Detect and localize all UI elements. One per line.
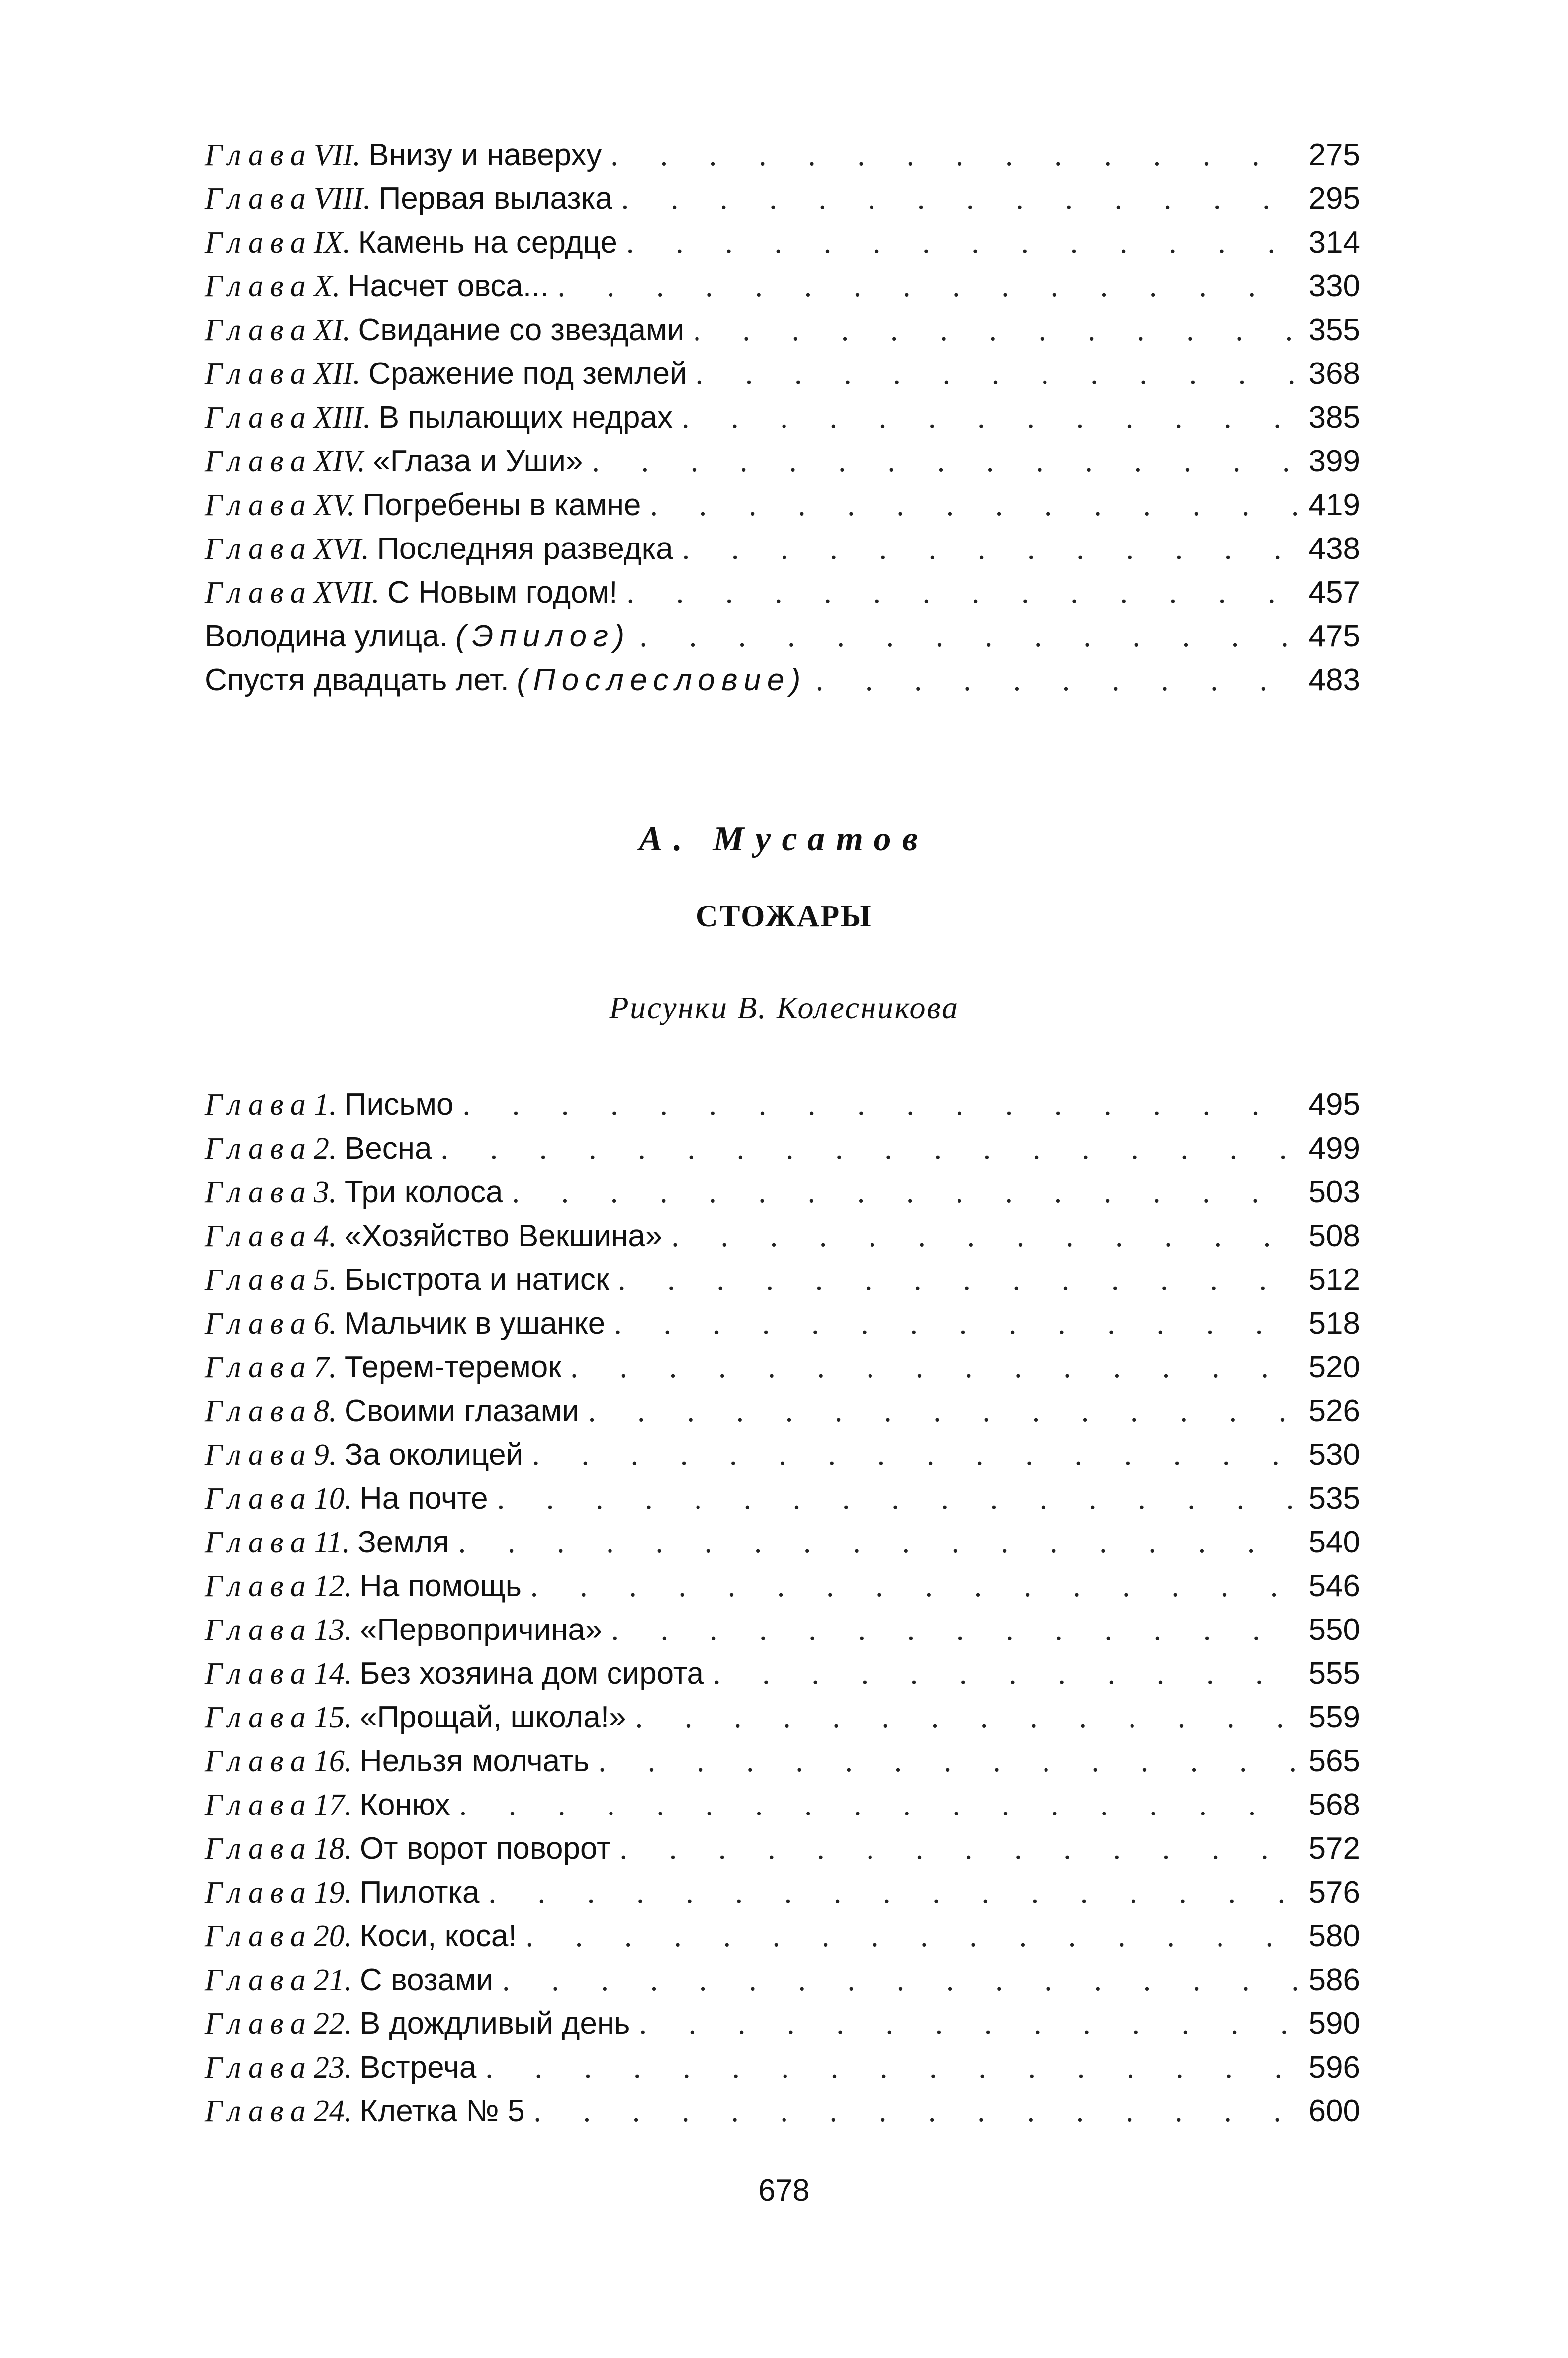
dot-leader bbox=[458, 1521, 1297, 1564]
chapter-title: Конюх bbox=[359, 1788, 450, 1822]
chapter-title: Коси, коса! bbox=[359, 1919, 517, 1953]
toc-page-number: 483 bbox=[1308, 663, 1360, 697]
chapter-word: Глава bbox=[205, 576, 313, 610]
toc-entry-label bbox=[205, 1083, 454, 1127]
toc-entry bbox=[205, 221, 1360, 265]
toc-entry bbox=[205, 133, 1360, 177]
chapter-title: На помощь bbox=[359, 1569, 522, 1603]
chapter-number: 17. bbox=[313, 1788, 352, 1822]
toc-entry-label bbox=[205, 133, 602, 177]
chapter-number: 5. bbox=[313, 1263, 337, 1297]
toc-entry-label bbox=[205, 1346, 561, 1389]
dot-leader bbox=[614, 1302, 1297, 1346]
dot-leader bbox=[626, 221, 1297, 265]
dot-leader bbox=[599, 1739, 1297, 1783]
chapter-number: XII. bbox=[313, 357, 361, 391]
toc-page-number: 555 bbox=[1308, 1656, 1360, 1691]
chapter-title: От ворот поворот bbox=[359, 1831, 611, 1866]
toc-page-number: 508 bbox=[1308, 1219, 1360, 1253]
chapter-title: «Прощай, школа!» bbox=[359, 1700, 626, 1734]
dot-leader bbox=[639, 2002, 1297, 2046]
chapter-word: Глава bbox=[205, 1526, 313, 1559]
toc-page-number: 457 bbox=[1308, 575, 1360, 610]
dot-leader bbox=[618, 1258, 1297, 1302]
toc-entry-label bbox=[205, 2046, 476, 2089]
chapter-title: С Новым годом! bbox=[387, 575, 618, 610]
chapter-word: Глава bbox=[205, 313, 313, 347]
toc-entry-label bbox=[205, 1608, 602, 1652]
toc-entry-label bbox=[205, 1258, 609, 1302]
chapter-title: Последняя разведка bbox=[377, 532, 673, 566]
toc-entry-label bbox=[205, 1696, 626, 1739]
toc-entry bbox=[205, 1521, 1360, 1564]
toc-page-number: 559 bbox=[1308, 1700, 1360, 1734]
author-name: А. Мусатов bbox=[639, 820, 929, 858]
dot-leader bbox=[650, 483, 1297, 527]
chapter-title: Сражение под землей bbox=[368, 357, 687, 391]
chapter-number: 2. bbox=[313, 1132, 337, 1166]
table-of-contents-bottom bbox=[205, 1083, 1360, 2133]
chapter-title: Первая вылазка bbox=[378, 181, 612, 216]
dot-leader bbox=[816, 658, 1297, 702]
toc-page-number: 530 bbox=[1308, 1438, 1360, 1472]
toc-entry-label bbox=[205, 440, 583, 483]
chapter-word: Глава bbox=[205, 401, 313, 435]
dot-leader bbox=[485, 2046, 1297, 2089]
chapter-number: 19. bbox=[313, 1876, 352, 1909]
chapter-number: 16. bbox=[313, 1744, 352, 1778]
chapter-word: Глава bbox=[205, 1088, 313, 1122]
chapter-title: На почте bbox=[359, 1481, 488, 1516]
chapter-title: Весна bbox=[344, 1131, 432, 1166]
chapter-number: VIII. bbox=[313, 182, 371, 216]
chapter-title: «Глаза и Уши» bbox=[373, 444, 583, 478]
chapter-word: Глава bbox=[205, 1263, 313, 1297]
chapter-number: XV. bbox=[313, 488, 355, 522]
chapter-number: 6. bbox=[313, 1307, 337, 1341]
toc-entry bbox=[205, 1914, 1360, 1958]
chapter-word: Глава bbox=[205, 1613, 313, 1647]
chapter-number: 8. bbox=[313, 1394, 337, 1428]
chapter-word: Глава bbox=[205, 138, 313, 172]
toc-page-number: 368 bbox=[1308, 357, 1360, 391]
toc-page-number: 550 bbox=[1308, 1613, 1360, 1647]
dot-leader bbox=[526, 1914, 1297, 1958]
toc-entry bbox=[205, 1346, 1360, 1389]
dot-leader bbox=[671, 1214, 1297, 1258]
toc-entry bbox=[205, 2089, 1360, 2133]
toc-entry-label bbox=[205, 308, 684, 352]
chapter-word: Глава bbox=[205, 357, 313, 391]
toc-entry bbox=[205, 2046, 1360, 2089]
dot-leader bbox=[588, 1389, 1297, 1433]
chapter-number: 22. bbox=[313, 2007, 352, 2041]
toc-page-number: 518 bbox=[1308, 1306, 1360, 1341]
chapter-title: Внизу и наверху bbox=[368, 138, 602, 172]
dot-leader bbox=[558, 265, 1297, 308]
chapter-word: Глава bbox=[205, 2094, 313, 2128]
chapter-word: Глава bbox=[205, 1744, 313, 1778]
toc-entry bbox=[205, 1827, 1360, 1871]
chapter-word: Глава bbox=[205, 1394, 313, 1428]
toc-entry-label bbox=[205, 1739, 590, 1783]
chapter-word: Глава bbox=[205, 226, 313, 260]
dot-leader bbox=[682, 527, 1297, 571]
toc-page-number: 399 bbox=[1308, 444, 1360, 478]
chapter-word: Глава bbox=[205, 532, 313, 566]
dot-leader bbox=[440, 1127, 1297, 1171]
toc-page-number: 576 bbox=[1308, 1875, 1360, 1909]
chapter-word: Глава bbox=[205, 1788, 313, 1822]
toc-entry-label bbox=[205, 2089, 524, 2133]
chapter-word: Глава bbox=[205, 2051, 313, 2085]
chapter-word: Глава bbox=[205, 1701, 313, 1734]
chapter-number: 1. bbox=[313, 1088, 337, 1122]
chapter-title: Спустя двадцать лет. bbox=[205, 663, 509, 697]
toc-entry bbox=[205, 1214, 1360, 1258]
dot-leader bbox=[611, 1608, 1297, 1652]
toc-page-number: 600 bbox=[1308, 2094, 1360, 2128]
chapter-title: В дождливый день bbox=[359, 2006, 630, 2041]
toc-entry-label bbox=[205, 1564, 522, 1608]
toc-entry-label bbox=[205, 1871, 479, 1914]
toc-entry bbox=[205, 658, 1360, 702]
chapter-title: Письмо bbox=[344, 1088, 454, 1122]
chapter-number: IX. bbox=[313, 226, 350, 260]
toc-entry bbox=[205, 440, 1360, 483]
chapter-title: Своими глазами bbox=[344, 1394, 579, 1428]
chapter-word: Глава bbox=[205, 1219, 313, 1253]
toc-entry-label bbox=[205, 396, 673, 440]
toc-entry bbox=[205, 308, 1360, 352]
chapter-word: Глава bbox=[205, 182, 313, 216]
dot-leader bbox=[635, 1696, 1297, 1739]
toc-page-number: 495 bbox=[1308, 1088, 1360, 1122]
dot-leader bbox=[530, 1564, 1297, 1608]
toc-entry-label bbox=[205, 265, 549, 308]
toc-entry-label bbox=[205, 1171, 503, 1214]
dot-leader bbox=[502, 1958, 1297, 2002]
toc-entry-label bbox=[205, 571, 617, 615]
toc-entry-label bbox=[205, 1652, 704, 1696]
toc-entry bbox=[205, 1958, 1360, 2002]
chapter-title: С возами bbox=[359, 1963, 494, 1997]
chapter-word: Глава bbox=[205, 445, 313, 478]
chapter-word: Глава bbox=[205, 2007, 313, 2041]
chapter-number: 14. bbox=[313, 1657, 352, 1691]
toc-page-number: 580 bbox=[1308, 1919, 1360, 1953]
toc-entry bbox=[205, 1127, 1360, 1171]
dot-leader bbox=[488, 1871, 1297, 1914]
chapter-number: XIII. bbox=[313, 401, 371, 435]
illustrator-credit: Рисунки В. Колесникова bbox=[609, 990, 959, 1025]
chapter-word: Глава bbox=[205, 1438, 313, 1472]
dot-leader bbox=[713, 1652, 1297, 1696]
toc-entry bbox=[205, 352, 1360, 396]
chapter-number: XVII. bbox=[313, 576, 380, 610]
toc-entry-label bbox=[205, 527, 673, 571]
chapter-title: Быстрота и натиск bbox=[344, 1263, 609, 1297]
toc-page-number: 499 bbox=[1308, 1131, 1360, 1166]
dot-leader bbox=[682, 396, 1297, 440]
chapter-number: XVI. bbox=[313, 532, 369, 566]
chapter-title: В пылающих недрах bbox=[378, 400, 673, 435]
dot-leader bbox=[463, 1083, 1297, 1127]
toc-entry bbox=[205, 177, 1360, 221]
toc-entry bbox=[205, 571, 1360, 615]
toc-entry-label bbox=[205, 2002, 630, 2046]
toc-page-number: 385 bbox=[1308, 400, 1360, 435]
toc-entry-label bbox=[205, 1827, 611, 1871]
toc-entry bbox=[205, 1608, 1360, 1652]
table-of-contents-top bbox=[205, 133, 1360, 702]
dot-leader bbox=[532, 1433, 1297, 1477]
chapter-word: Глава bbox=[205, 1176, 313, 1209]
toc-entry-label bbox=[205, 615, 631, 658]
toc-page-number: 295 bbox=[1308, 181, 1360, 216]
chapter-number: 4. bbox=[313, 1219, 337, 1253]
toc-page-number: 438 bbox=[1308, 532, 1360, 566]
toc-entry-label bbox=[205, 1127, 432, 1171]
toc-entry-label bbox=[205, 1302, 605, 1346]
chapter-word: Глава bbox=[205, 270, 313, 303]
chapter-title: Насчет овса... bbox=[348, 269, 549, 303]
toc-page-number: 330 bbox=[1308, 269, 1360, 303]
chapter-title: «Первопричина» bbox=[359, 1613, 603, 1647]
chapter-number: 24. bbox=[313, 2094, 352, 2128]
chapter-number: 11. bbox=[313, 1526, 350, 1559]
chapter-number: 9. bbox=[313, 1438, 337, 1472]
page-number: 678 bbox=[758, 2174, 810, 2208]
toc-entry-label bbox=[205, 1914, 517, 1958]
section-type: (Послесловие) bbox=[517, 663, 807, 697]
toc-entry bbox=[205, 483, 1360, 527]
toc-page-number: 520 bbox=[1308, 1350, 1360, 1384]
chapter-number: 7. bbox=[313, 1351, 337, 1384]
toc-entry bbox=[205, 1783, 1360, 1827]
toc-entry bbox=[205, 1171, 1360, 1214]
toc-page-number: 355 bbox=[1308, 313, 1360, 347]
dot-leader bbox=[620, 1827, 1297, 1871]
chapter-word: Глава bbox=[205, 1657, 313, 1691]
chapter-number: 23. bbox=[313, 2051, 352, 2085]
toc-entry-label bbox=[205, 483, 641, 527]
toc-entry-label bbox=[205, 1783, 450, 1827]
toc-page-number: 572 bbox=[1308, 1831, 1360, 1866]
toc-entry-label bbox=[205, 658, 807, 702]
toc-entry bbox=[205, 1389, 1360, 1433]
dot-leader bbox=[512, 1171, 1297, 1214]
toc-entry bbox=[205, 1739, 1360, 1783]
toc-entry bbox=[205, 396, 1360, 440]
dot-leader bbox=[533, 2089, 1297, 2133]
chapter-title: Земля bbox=[357, 1525, 449, 1559]
chapter-title: Мальчик в ушанке bbox=[344, 1306, 606, 1341]
toc-entry-label bbox=[205, 1214, 662, 1258]
toc-page-number: 546 bbox=[1308, 1569, 1360, 1603]
chapter-title: Камень на сердце bbox=[358, 225, 617, 260]
chapter-number: 20. bbox=[313, 1919, 352, 1953]
chapter-word: Глава bbox=[205, 1307, 313, 1341]
chapter-title: Погребены в камне bbox=[362, 488, 641, 522]
chapter-word: Глава bbox=[205, 1919, 313, 1953]
chapter-word: Глава bbox=[205, 1963, 313, 1997]
chapter-number: 21. bbox=[313, 1963, 352, 1997]
chapter-number: VII. bbox=[313, 138, 361, 172]
chapter-word: Глава bbox=[205, 1569, 313, 1603]
toc-page-number: 535 bbox=[1308, 1481, 1360, 1516]
chapter-word: Глава bbox=[205, 1482, 313, 1516]
chapter-number: XIV. bbox=[313, 445, 365, 478]
chapter-word: Глава bbox=[205, 488, 313, 522]
toc-page-number: 540 bbox=[1308, 1525, 1360, 1559]
chapter-number: XI. bbox=[313, 313, 350, 347]
toc-entry-label bbox=[205, 1389, 579, 1433]
dot-leader bbox=[610, 133, 1297, 177]
chapter-number: 3. bbox=[313, 1176, 337, 1209]
chapter-title: Встреча bbox=[359, 2050, 477, 2085]
chapter-title: Свидание со звездами bbox=[358, 313, 685, 347]
toc-entry-label bbox=[205, 352, 687, 396]
chapter-number: 12. bbox=[313, 1569, 352, 1603]
toc-entry bbox=[205, 1302, 1360, 1346]
chapter-title: Клетка № 5 bbox=[359, 2094, 525, 2128]
dot-leader bbox=[696, 352, 1297, 396]
chapter-title: Без хозяина дом сирота bbox=[359, 1656, 704, 1691]
toc-entry bbox=[205, 1477, 1360, 1521]
toc-page-number: 475 bbox=[1308, 619, 1360, 653]
toc-page-number: 314 bbox=[1308, 225, 1360, 260]
book-title: СТОЖАРЫ bbox=[696, 900, 872, 933]
dot-leader bbox=[459, 1783, 1297, 1827]
toc-entry-label bbox=[205, 1521, 449, 1564]
toc-entry-label bbox=[205, 1958, 493, 2002]
chapter-title: За околицей bbox=[344, 1438, 523, 1472]
toc-entry bbox=[205, 527, 1360, 571]
dot-leader bbox=[640, 615, 1297, 658]
toc-entry-label bbox=[205, 221, 617, 265]
toc-entry bbox=[205, 615, 1360, 658]
toc-entry-label bbox=[205, 1433, 523, 1477]
toc-entry bbox=[205, 1696, 1360, 1739]
toc-entry bbox=[205, 1433, 1360, 1477]
chapter-title: Терем-теремок bbox=[344, 1350, 562, 1384]
toc-page-number: 596 bbox=[1308, 2050, 1360, 2085]
toc-page-number: 565 bbox=[1308, 1744, 1360, 1778]
section-type: (Эпилог) bbox=[455, 619, 631, 653]
chapter-title: Володина улица. bbox=[205, 619, 448, 653]
dot-leader bbox=[626, 571, 1297, 615]
toc-entry bbox=[205, 1652, 1360, 1696]
toc-page-number: 586 bbox=[1308, 1963, 1360, 1997]
toc-entry bbox=[205, 265, 1360, 308]
chapter-number: 13. bbox=[313, 1613, 352, 1647]
toc-page-number: 526 bbox=[1308, 1394, 1360, 1428]
dot-leader bbox=[570, 1346, 1297, 1389]
chapter-word: Глава bbox=[205, 1876, 313, 1909]
toc-page-number: 419 bbox=[1308, 488, 1360, 522]
chapter-title: Пилотка bbox=[359, 1875, 480, 1909]
chapter-title: «Хозяйство Векшина» bbox=[344, 1219, 663, 1253]
toc-entry bbox=[205, 1871, 1360, 1914]
chapter-number: X. bbox=[313, 270, 341, 303]
toc-page-number: 568 bbox=[1308, 1788, 1360, 1822]
toc-page-number: 503 bbox=[1308, 1175, 1360, 1209]
toc-page-number: 512 bbox=[1308, 1263, 1360, 1297]
chapter-word: Глава bbox=[205, 1351, 313, 1384]
toc-entry-label bbox=[205, 177, 612, 221]
toc-entry bbox=[205, 1083, 1360, 1127]
chapter-title: Нельзя молчать bbox=[359, 1744, 590, 1778]
chapter-word: Глава bbox=[205, 1132, 313, 1166]
dot-leader bbox=[592, 440, 1297, 483]
chapter-number: 10. bbox=[313, 1482, 352, 1516]
toc-page-number: 590 bbox=[1308, 2006, 1360, 2041]
chapter-number: 15. bbox=[313, 1701, 352, 1734]
dot-leader bbox=[693, 308, 1297, 352]
toc-entry-label bbox=[205, 1477, 488, 1521]
dot-leader bbox=[621, 177, 1297, 221]
chapter-number: 18. bbox=[313, 1832, 352, 1866]
toc-entry bbox=[205, 2002, 1360, 2046]
dot-leader bbox=[497, 1477, 1297, 1521]
toc-entry bbox=[205, 1258, 1360, 1302]
chapter-word: Глава bbox=[205, 1832, 313, 1866]
toc-entry bbox=[205, 1564, 1360, 1608]
toc-page-number: 275 bbox=[1308, 138, 1360, 172]
chapter-title: Три колоса bbox=[344, 1175, 503, 1209]
